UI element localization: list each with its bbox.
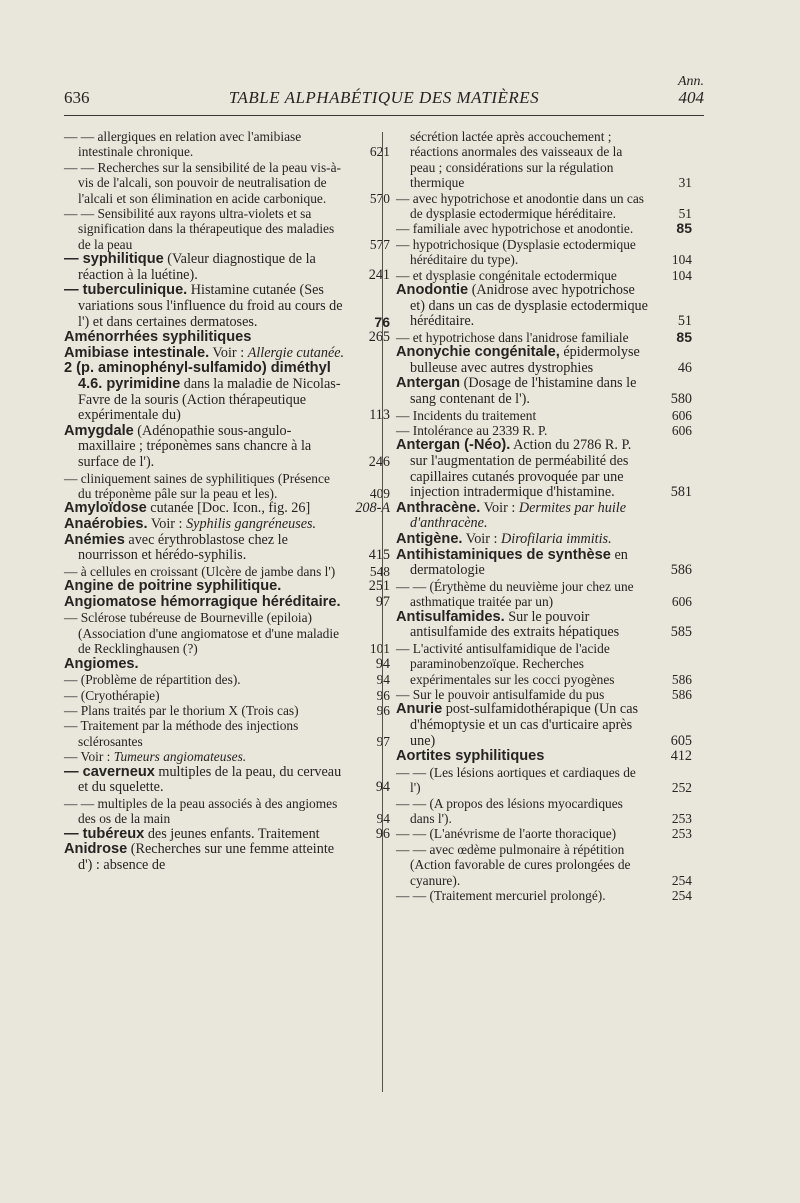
index-entry — [64, 471, 390, 502]
entry-headword: Antihistaminiques de synthèse — [396, 546, 611, 563]
index-entry — [396, 765, 692, 796]
entry-page-number: 85 — [676, 220, 692, 237]
index-entry — [396, 548, 692, 579]
entry-page-number: 577 — [369, 236, 390, 252]
index-entry — [396, 423, 692, 438]
entry-text: Sur le pouvoir antisulfamide des extraits hépatiques — [410, 608, 620, 641]
annals-page-number: 404 — [678, 88, 704, 107]
entry-text: — (Problème de répartition des). — [64, 672, 241, 688]
entry-text: sécrétion lactée après accouchement ; réactions anormales des vaisseaux de la peau ; considérations sur la régulation thermique — [410, 129, 623, 191]
entry-page-number: 581 — [670, 484, 692, 501]
entry-cross-reference: Dirofilaria immitis. — [501, 531, 612, 547]
entry-text: — — (Traitement mercuriel prolongé). — [396, 888, 606, 904]
entry-page-number: 254 — [671, 872, 692, 888]
entry-page-number: 96 — [375, 825, 390, 842]
entry-page-number: 621 — [369, 144, 390, 160]
index-entry — [64, 330, 390, 346]
index-entry — [64, 160, 390, 206]
annals-label: Ann. — [677, 74, 704, 89]
entry-headword: Aménorrhées syphilitiques — [64, 329, 252, 346]
entry-page-number: 254 — [671, 888, 692, 904]
entry-page-number: 51 — [678, 206, 692, 222]
index-entry — [64, 703, 390, 718]
entry-headword: Anémies — [64, 531, 125, 548]
entry-text: — à cellules en croissant (Ulcère de jambe dans l') — [64, 563, 336, 579]
entry-text: — familiale avec hypotrichose et anodontie. — [396, 221, 634, 237]
index-entry — [396, 129, 692, 191]
index-entry — [396, 826, 692, 841]
entry-text: — Voir : — [64, 749, 114, 765]
index-entry — [396, 842, 692, 888]
index-entry — [64, 579, 390, 595]
index-entry — [396, 237, 692, 268]
entry-headword: — tubéreux — [64, 825, 145, 842]
entry-page-number: 415 — [368, 547, 390, 564]
index-entry — [396, 268, 692, 283]
entry-headword: Antergan — [396, 375, 461, 392]
entry-page-number: 548 — [369, 563, 390, 579]
entry-text: Histamine cutanée (Ses variations sous l'influence du froid au cours de l') et dans certaines dermatoses. — [78, 282, 343, 330]
index-entry — [396, 438, 692, 500]
index-entry — [64, 718, 390, 749]
entry-page-number: 113 — [369, 407, 390, 424]
entry-page-number: 409 — [369, 485, 390, 501]
entry-text: des jeunes enfants. Traitement — [144, 825, 320, 842]
entry-text: Voir : — [147, 515, 187, 532]
entry-page-number: 96 — [376, 687, 390, 703]
entry-page-number: 94 — [375, 779, 390, 796]
page-header — [64, 74, 704, 112]
index-entry — [64, 827, 390, 843]
index-column-right — [396, 129, 692, 903]
entry-text: — — allergiques en relation avec l'amibiase intestinale chronique. — [64, 129, 302, 160]
entry-page-number: 586 — [670, 562, 692, 579]
entry-page-number: 97 — [375, 593, 390, 610]
entry-page-number: 94 — [376, 672, 390, 688]
index-entry — [64, 501, 390, 517]
index-entry — [396, 687, 692, 702]
index-entry — [396, 610, 692, 641]
index-entry — [64, 517, 390, 533]
entry-page-number: 85 — [676, 328, 692, 345]
index-entry — [64, 206, 390, 252]
header-rule — [64, 115, 704, 116]
entry-page-number: 97 — [376, 733, 390, 749]
entry-text: — cliniquement saines de syphilitiques (Présence du tréponème pâle sur la peau et les). — [64, 470, 330, 501]
index-entry — [396, 702, 692, 749]
entry-text: en dermatologie — [410, 546, 628, 579]
entry-cross-reference: Dermites par huile d'anthracène. — [410, 499, 627, 532]
index-entry — [396, 408, 692, 423]
entry-page-number: 101 — [369, 641, 390, 657]
entry-headword: 2 (p. aminophényl-sulfamido) diméthyl 4.6. pyrimidine — [64, 360, 331, 392]
entry-page-number: 251 — [368, 578, 390, 595]
index-entry — [396, 221, 692, 236]
entry-text: (Dosage de l'histamine dans le sang contenant de l'). — [410, 375, 637, 408]
entry-headword: Amyloïdose — [64, 500, 147, 517]
index-entry — [396, 579, 692, 610]
entry-page-number: 586 — [671, 687, 692, 702]
entry-headword: Anthracène. — [396, 499, 481, 516]
entry-page-number: 94 — [376, 811, 390, 827]
entry-text: — Incidents du traitement — [396, 407, 537, 423]
entry-page-number: 31 — [678, 175, 692, 191]
entry-headword: Angiomatose hémorragique héréditaire. — [64, 593, 341, 610]
entry-page-number: 570 — [369, 190, 390, 206]
entry-page-number: 586 — [671, 671, 692, 687]
index-entry — [64, 424, 390, 471]
index-entry — [64, 283, 390, 330]
entry-headword: Angiomes. — [64, 655, 139, 672]
index-entry — [396, 376, 692, 407]
entry-page-number: 46 — [677, 359, 692, 376]
index-entry — [64, 252, 390, 283]
entry-page-number: 76 — [374, 313, 390, 330]
index-entry — [396, 532, 692, 548]
entry-text: avec érythroblastose chez le nourrisson et hérédo-syphilis. — [78, 531, 288, 564]
entry-headword: Anaérobies. — [64, 515, 148, 532]
entry-text: — Plans traités par le thorium X (Trois cas) — [64, 702, 299, 718]
entry-text: (Adénopathie sous-angulo-maxillaire ; tréponèmes sans chancre à la surface de l'). — [78, 422, 312, 470]
entry-page-number: 104 — [671, 252, 692, 268]
entry-text: — — Recherches sur la sensibilité de la peau vis-à-vis de l'alcali, son pouvoir de neutralisation de l'alcali et son élimination en acide carbonique. — [64, 159, 342, 206]
index-entry — [64, 346, 390, 362]
entry-headword: Anodontie — [396, 282, 469, 299]
entry-page-number: 606 — [671, 594, 692, 610]
entry-text: — L'activité antisulfamidique de l'acide paraminobenzoïque. Recherches expérimentales sur les cocci pyogènes — [396, 640, 615, 687]
entry-text: dans la maladie de Nicolas-Favre de la souris (Action thérapeutique expérimentale du) — [78, 376, 341, 424]
entry-text: — avec hypotrichose et anodontie dans un cas de dysplasie ectodermique héréditaire. — [396, 190, 645, 222]
entry-text: — Intolérance au 2339 R. P. — [396, 423, 548, 439]
entry-page-number: 580 — [670, 391, 692, 408]
entry-text: (Anidrose avec hypotrichose et) dans un cas de dysplasie ectodermique héréditaire. — [410, 282, 648, 330]
entry-page-number: 96 — [376, 702, 390, 718]
index-entry — [396, 796, 692, 827]
entry-headword: Anidrose — [64, 841, 128, 858]
entry-page-number: 104 — [671, 267, 692, 283]
entry-text: Voir : — [480, 499, 519, 516]
entry-cross-reference: Tumeurs angiomateuses. — [113, 749, 247, 765]
entry-headword: Amygdale — [64, 422, 134, 439]
entry-page-number: 265 — [368, 329, 390, 346]
entry-text: — — (Érythème du neuvième jour chez une asthmatique traitée par un) — [396, 578, 634, 610]
entry-page-number: 606 — [671, 407, 692, 423]
index-entry — [64, 361, 390, 423]
entry-headword: Aortites syphilitiques — [396, 748, 545, 765]
index-entry — [64, 796, 390, 827]
entry-page-number: 246 — [368, 453, 390, 470]
entry-headword: Anurie — [396, 701, 443, 718]
entry-page-number: 253 — [671, 811, 692, 826]
entry-page-number: 94 — [375, 655, 390, 672]
index-entry — [64, 610, 390, 656]
entry-page-number: 208-A — [355, 500, 390, 517]
entry-cross-reference: Allergie cutanée. — [247, 344, 345, 361]
index-entry — [64, 129, 390, 160]
index-entry — [396, 888, 692, 903]
index-entry — [396, 345, 692, 376]
entry-text: cutanée [Doc. Icon., fig. 26] — [146, 500, 311, 517]
entry-text: — — multiples de la peau associés à des angiomes des os de la main — [64, 795, 338, 827]
index-entry — [396, 283, 692, 330]
entry-text: — Sur le pouvoir antisulfamide du pus — [396, 687, 605, 702]
entry-text: — — Sensibilité aux rayons ultra-violets et sa signification dans la thérapeutique des maladies de la peau — [64, 206, 335, 252]
entry-page-number: 252 — [671, 780, 692, 796]
index-entry — [64, 657, 390, 673]
entry-text: — — (Les lésions aortiques et cardiaques de l') — [396, 764, 636, 796]
running-title: TABLE ALPHABÉTIQUE DES MATIÈRES — [228, 88, 540, 107]
entry-text: — (Cryothérapie) — [64, 687, 160, 703]
entry-headword: — syphilitique — [64, 251, 164, 268]
index-entry — [396, 641, 692, 687]
entry-text: — et dysplasie congénitale ectodermique — [396, 267, 617, 283]
entry-headword: — caverneux — [64, 763, 155, 780]
index-entry — [64, 749, 390, 764]
entry-text: — hypotrichosique (Dysplasie ectodermique héréditaire du type). — [396, 236, 636, 268]
index-entry — [396, 330, 692, 345]
index-entry — [396, 501, 692, 532]
column-divider — [382, 132, 383, 1092]
entry-page-number: 606 — [671, 423, 692, 439]
entry-headword: Angine de poitrine syphilitique. — [64, 578, 282, 595]
page-number: 636 — [64, 88, 90, 107]
entry-page-number: 253 — [671, 826, 692, 842]
index-entry — [64, 842, 390, 873]
entry-text: — — avec œdème pulmonaire à répétition (Action favorable de cures prolongées de cyanure). — [396, 841, 631, 888]
index-entry — [64, 688, 390, 703]
index-entry — [64, 564, 390, 579]
index-entry — [396, 191, 692, 222]
index-entry — [64, 533, 390, 564]
index-entry — [64, 595, 390, 611]
entry-page-number: 51 — [677, 313, 692, 330]
index-entry — [396, 749, 692, 765]
entry-text: Voir : — [209, 344, 248, 361]
entry-text: épidermolyse bulleuse avec autres dystrophies — [410, 344, 640, 376]
entry-text: — Traitement par la méthode des injections sclérosantes — [64, 718, 299, 749]
entry-text: post-sulfamidothérapique (Un cas d'hémoptysie et un cas d'urticaire après une) — [410, 701, 639, 749]
entry-text: Voir : — [462, 531, 501, 547]
entry-headword: Antisulfamides. — [396, 608, 505, 625]
entry-text: (Recherches sur une femme atteinte d') : absence de — [78, 841, 335, 873]
entry-headword: Antigène. — [396, 531, 463, 547]
entry-text: — — (A propos des lésions myocardiques dans l'). — [396, 795, 623, 826]
entry-page-number: 412 — [670, 748, 692, 765]
index-entry — [64, 765, 390, 796]
index-entry — [64, 672, 390, 687]
entry-text: — — (L'anévrisme de l'aorte thoracique) — [396, 826, 617, 842]
entry-cross-reference: Syphilis gangréneuses. — [186, 515, 317, 532]
entry-headword: Amibiase intestinale. — [64, 344, 210, 361]
entry-text: — et hypotrichose dans l'anidrose familiale — [396, 329, 629, 345]
entry-text: multiples de la peau, du cerveau et du squelette. — [78, 763, 342, 796]
entry-text: Action du 2786 R. P. sur l'augmentation de perméabilité des capillaires cutanés provoquée par une injection intradermique d'histamine. — [410, 437, 632, 501]
entry-text: — Sclérose tubéreuse de Bourneville (epiloia) (Association d'une angiomatose et d'une maladie de Recklinghausen (?) — [64, 610, 340, 657]
entry-page-number: 241 — [368, 266, 390, 283]
entry-headword: — tuberculinique. — [64, 282, 188, 299]
entry-page-number: 585 — [670, 624, 692, 641]
entry-headword: Antergan (-Néo). — [396, 437, 511, 454]
index-column-left — [64, 129, 390, 873]
entry-page-number: 605 — [670, 732, 692, 749]
entry-text: (Valeur diagnostique de la réaction à la luétine). — [78, 251, 316, 283]
entry-headword: Anonychie congénitale, — [396, 344, 560, 361]
